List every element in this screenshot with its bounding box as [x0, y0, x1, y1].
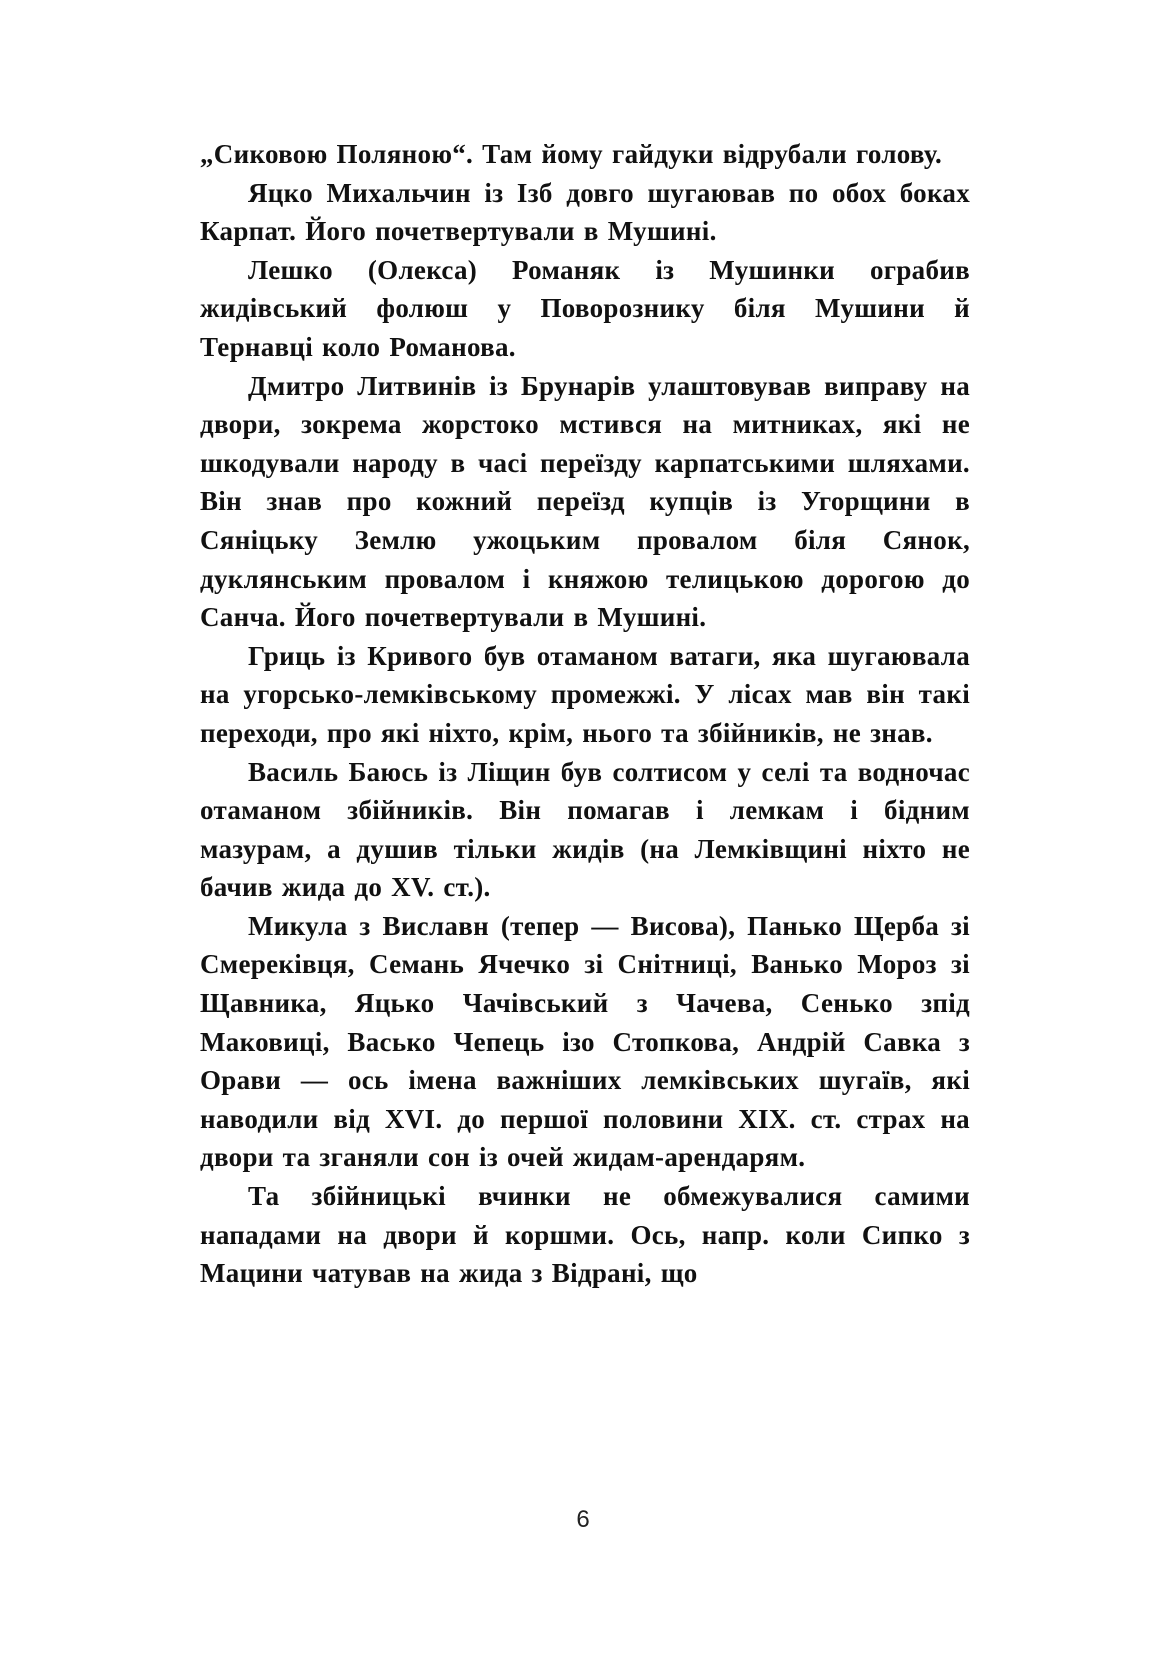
paragraph: Дмитро Литвинів із Брунарів улаштовував виправу на двори, зокрема жорстоко мстився на митниках, які не шкодували народу в часі переїзду карпатськими шляхами. Він знав про кожний переїзд купців із Угорщини в Сяніцьку Землю ужоцьким провалом біля Сянок, дуклянським провалом і княжою телицькою дорогою до Санча. Його почетвертували в Мушині. [200, 370, 970, 633]
paragraph: Лешко (Олекса) Романяк із Мушинки ограбив жидівський фолюш у Поворознику біля Мушини й Тернавці коло Романова. [200, 254, 970, 362]
paragraph: Микула з Виславн (тепер — Висова), Панько Щерба зі Смереківця, Семань Ячечко зі Снітниці, Ванько Мороз зі Щавника, Яцько Чачівський з Чачева, Сенько зпід Маковиці, Васько Чепець ізо Стопкова, Андрій Савка з Орави — ось імена важніших лемківських шугаїв, які наводили від XVI. до першої половини XIX. ст. страх на двори та зганяли сон із очей жидам-арендарям. [200, 910, 970, 1173]
page-number: 6 [576, 1506, 590, 1533]
paragraph-continuation: „Сиковою Поляною“. Там йому гайдуки відрубали голову. [200, 139, 943, 169]
paragraph: Та збійницькі вчинки не обмежувалися самими нападами на двори й коршми. Ось, напр. коли Сипко з Мацини чатував на жида з Відрані, що [200, 1181, 970, 1289]
paragraph: Яцко Михальчин із Ізб довго шугаював по обох боках Карпат. Його почетвертували в Мушині. [200, 177, 970, 247]
paragraph: Гриць із Кривого був отаманом ватаги, яка шугаювала на угорсько-лемківському промежжі. У лісах мав він такі переходи, про які ніхто, крім, нього та збійників, не знав. [200, 640, 970, 748]
paragraph: Василь Баюсь із Ліщин був солтисом у селі та водночас отаманом збійників. Він помагав і лемкам і бідним мазурам, а душив тільки жидів (на Лемківщині ніхто не бачив жида до XV. ст.). [200, 756, 970, 903]
body-text [200, 135, 970, 1293]
